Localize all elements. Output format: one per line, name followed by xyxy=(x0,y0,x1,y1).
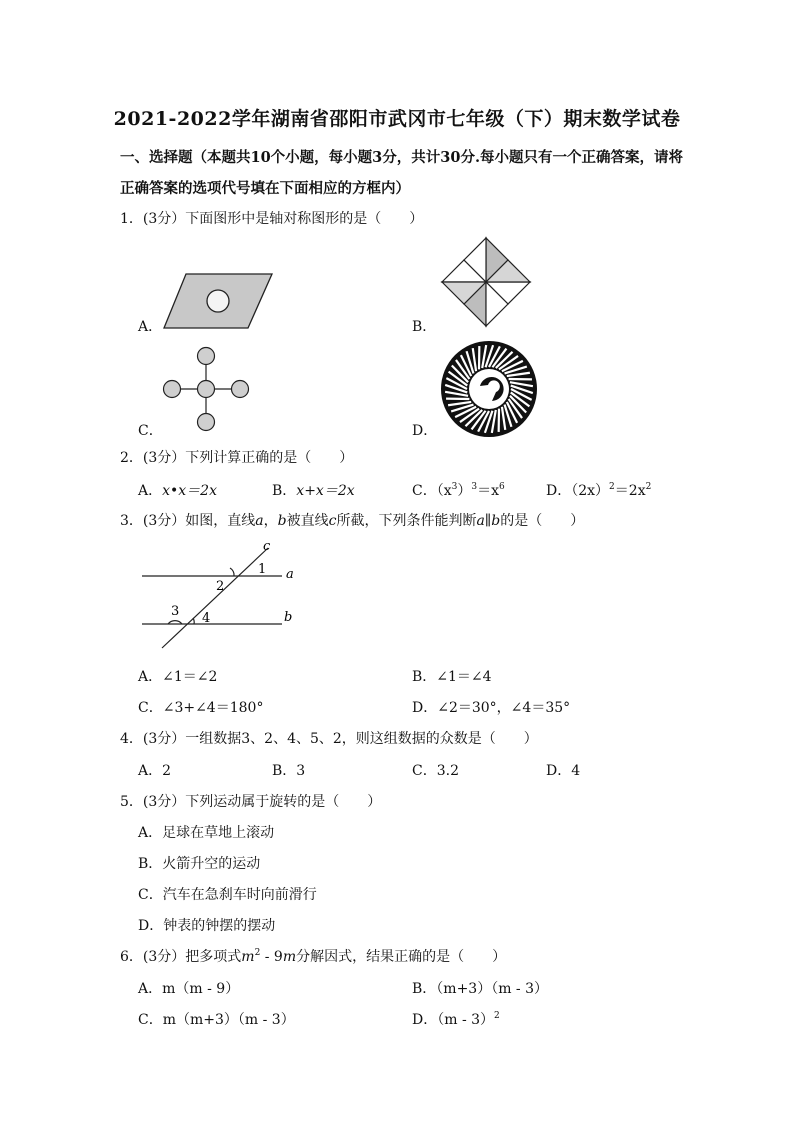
q3-option-a: A．∠1＝∠2 xyxy=(138,669,218,685)
q2-option-c: C．$(x^3)^3=x^6$ xyxy=(412,482,505,499)
pinwheel-figure xyxy=(440,236,532,328)
q2-option-b: B．x+x＝2x xyxy=(272,483,355,499)
q1-option-a-label: A． xyxy=(138,319,163,335)
label-b: b xyxy=(284,610,293,625)
section-heading-line1: 一、选择题（本题共10个小题，每小题3分，共计30分.每小题只有一个正确答案，请将 xyxy=(120,149,683,166)
q1-option-c-label: C． xyxy=(138,423,163,439)
parallelogram-circle-figure xyxy=(162,272,274,330)
q6-option-c: C．m（m+3）（m - 3） xyxy=(138,1012,295,1028)
q4-option-a: A．2 xyxy=(138,763,172,779)
q2-option-a: A．x•x＝2x xyxy=(138,483,217,499)
q5-option-d: D．钟表的钟摆的摆动 xyxy=(138,918,276,934)
spiral-sun-figure xyxy=(440,340,538,438)
q5-option-c: C．汽车在急刹车时向前滑行 xyxy=(138,887,317,903)
q3-option-b: B．∠1＝∠4 xyxy=(412,669,492,685)
q6-option-d: D．（m - 3）$^2$ xyxy=(412,1011,500,1028)
question-2-stem: 2．(3分）下列计算正确的是（ ） xyxy=(120,450,354,466)
question-3-stem: 3．(3分）如图，直线a，b被直线c所截，下列条件能判断a∥b的是（ ） xyxy=(120,513,585,529)
angle-4-label: 4 xyxy=(202,611,211,626)
page-title: 2021-2022学年湖南省邵阳市武冈市七年级（下）期末数学试卷 xyxy=(113,108,681,130)
parallel-lines-transversal-figure xyxy=(138,538,308,650)
q4-option-d: D．4 xyxy=(546,763,581,779)
question-4-stem: 4．(3分）一组数据3、2、4、5、2，则这组数据的众数是（ ） xyxy=(120,731,538,747)
label-a: a xyxy=(286,567,294,582)
question-1-stem: 1．(3分）下面图形中是轴对称图形的是（ ） xyxy=(120,211,424,227)
q4-option-c: C．3.2 xyxy=(412,763,459,779)
q3-option-d: D．∠2＝30°，∠4＝35° xyxy=(412,700,571,716)
q6-option-b: B．（m+3）（m - 3） xyxy=(412,981,549,997)
label-c: c xyxy=(263,539,271,554)
q1-option-d-label: D． xyxy=(412,423,438,439)
cross-circles-figure xyxy=(162,346,250,432)
q5-option-b: B．火箭升空的运动 xyxy=(138,856,261,872)
q1-option-b-label: B． xyxy=(412,319,437,335)
q6-option-a: A．m（m - 9） xyxy=(138,981,240,997)
section-heading-line2: 正确答案的选项代号填在下面相应的方框内） xyxy=(120,180,410,197)
q5-option-a: A．足球在草地上滚动 xyxy=(138,825,275,841)
q4-option-b: B．3 xyxy=(272,763,306,779)
question-6-stem: 6．(3分）把多项式$m^2 - 9m$分解因式，结果正确的是（ ） xyxy=(120,948,507,965)
q3-option-c: C．∠3+∠4＝180° xyxy=(138,700,264,716)
angle-2-label: 2 xyxy=(216,579,225,594)
question-5-stem: 5．(3分）下列运动属于旋转的是（ ） xyxy=(120,794,382,810)
angle-3-label: 3 xyxy=(171,604,180,619)
q2-option-d: D．$(2x)^2=2x^2$ xyxy=(546,482,652,499)
angle-1-label: 1 xyxy=(258,562,267,577)
